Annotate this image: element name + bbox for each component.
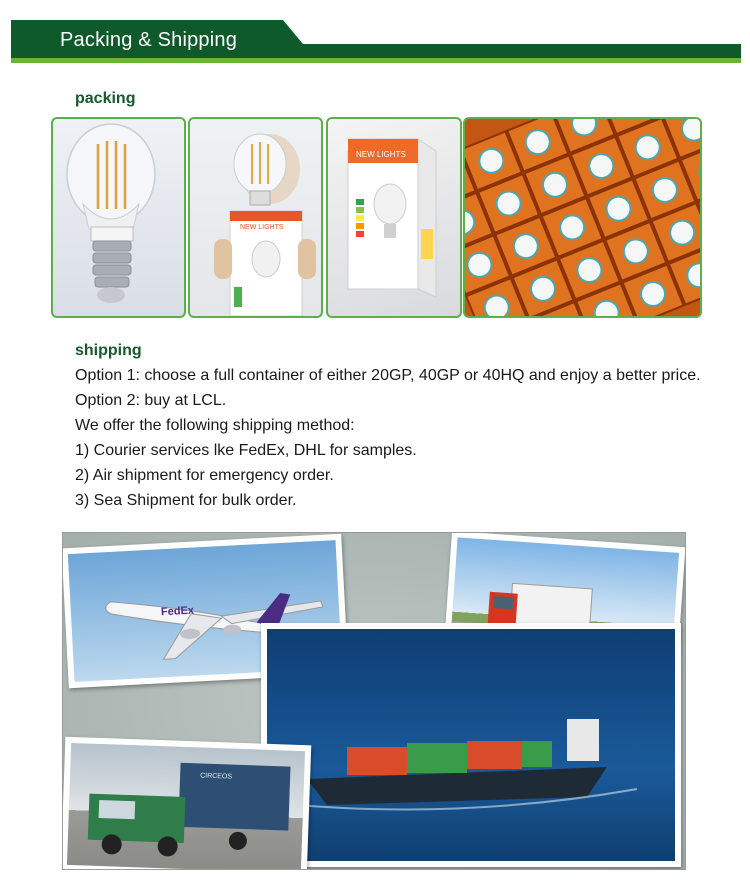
- section-heading: Packing & Shipping: [60, 29, 238, 51]
- cargo-ship-image: [267, 629, 675, 861]
- shipping-line: We offer the following shipping method:: [75, 417, 355, 434]
- fedex-logo-text: FedEx: [160, 604, 195, 619]
- bulb-image: [53, 119, 184, 316]
- photo-cargo-ship: [261, 623, 681, 867]
- shipping-collage: [62, 532, 686, 870]
- shipping-line: Option 2: buy at LCL.: [75, 392, 227, 409]
- hand-bulb-image: [190, 119, 321, 316]
- packing-heading: packing: [75, 90, 136, 107]
- shipping-line: 3) Sea Shipment for bulk order.: [75, 492, 297, 509]
- photo-bulb-with-box: [188, 117, 323, 318]
- photo-container-truck: [62, 737, 311, 870]
- section-banner: [11, 20, 741, 64]
- photo-bulb: [51, 117, 186, 318]
- box-label-text: NEW LIGHTS: [356, 150, 406, 159]
- photo-product-box: [326, 117, 462, 318]
- container-truck-image: [67, 743, 305, 870]
- shipping-info: [75, 363, 701, 513]
- stacked-boxes-image: [465, 119, 700, 316]
- container-text: CIRCEOS: [200, 772, 233, 781]
- photo-stacked-boxes: [463, 117, 702, 318]
- shipping-heading: shipping: [75, 342, 142, 359]
- shipping-line: 2) Air shipment for emergency order.: [75, 467, 334, 484]
- box-brand-text: NEW LIGHTS: [240, 224, 284, 231]
- banner-underline: [11, 58, 741, 63]
- shipping-line: 1) Courier services lke FedEx, DHL for samples.: [75, 442, 417, 459]
- shipping-line: Option 1: choose a full container of either 20GP, 40GP or 40HQ and enjoy a better price.: [75, 367, 701, 384]
- product-box-image: [328, 119, 460, 316]
